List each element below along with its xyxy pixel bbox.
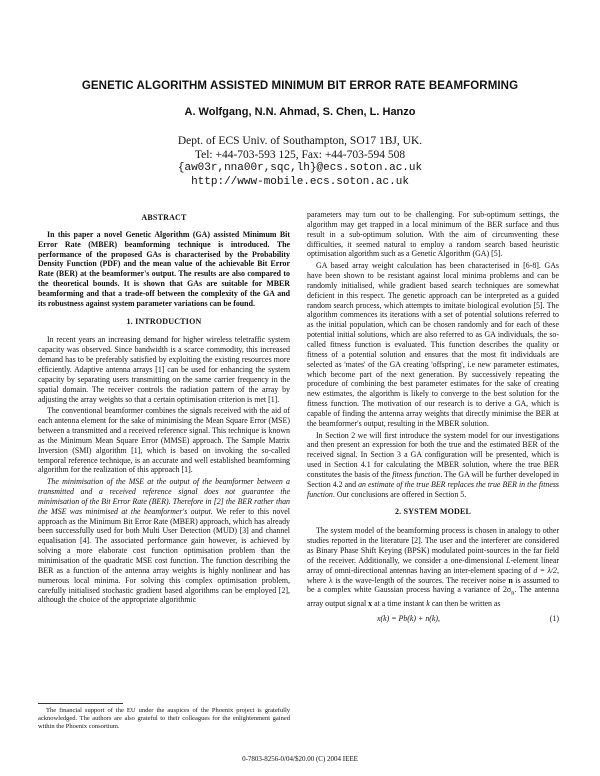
affiliation: Dept. of ECS Univ. of Southampton, SO17 1BJ, UK.: [177, 135, 423, 147]
p3-var-x: x: [368, 598, 373, 608]
p3-var-n: n: [508, 575, 513, 585]
footnote-rule: [38, 703, 123, 704]
paper-title: GENETIC ALGORITHM ASSISTED MINIMUM BIT ERROR RATE BEAMFORMING: [81, 80, 519, 92]
tel-fax: Tel: +44-703-593 125, Fax: +44-703-594 508: [194, 148, 406, 161]
email-addresses: {aw03r,nna00r,sqc,lh}@ecs.soton.ac.uk: [177, 162, 423, 174]
p3-text-c: -element linear array of omni-directional antennas having an inter-element spacing of: [307, 555, 559, 575]
p2-italic-d: an estimate of the true BER replaces the true BER in the fitness function: [307, 479, 560, 499]
right-paragraph-0: parameters may turn out to be challenging. For sub-optimum settings, the algorithm may get trapped in a local minimum of the BER surface and thus result in a sub-optimum solution. With the aim of circumventing these difficulties, it seemed natural to employ a random search based heuristic optimisation algorithm such as a Genetic Algorithm (GA) [5].: [307, 210, 559, 259]
affiliation-block: [0, 135, 600, 189]
page-footer: 0-7803-8256-0/04/$20.00 (C) 2004 IEEE: [242, 755, 358, 763]
p3-text-e: , where λ is the wave-length of the sources. The receiver noise: [307, 565, 559, 585]
authors: A. Wolfgang, N.N. Ahmad, S. Chen, L. Hanzo: [184, 106, 416, 118]
p2-text-e: . Our conclusions are offered in Section 5.: [332, 489, 467, 499]
intro-p3-italic: The minimisation of the MSE at the output of the beamformer between a transmitted and a received reference signal does not guarantee the minimisation of the Bit Error Rate (BER). Therefore in [2] the BER rather than the MSE was minimised at the beamformer's output.: [38, 477, 290, 516]
section-1-heading: 1. INTRODUCTION: [126, 316, 202, 326]
abstract-text: In this paper a novel Genetic Algorithm (GA) assisted Minimum Bit Error Rate (MBER) beamforming technique is introduced. The performance of the proposed GAs is characterised by the Probability Density Function (PDF) and the mean value of the achievable Bit Error Rate (BER) at the beamformer's output. The results are also compared to the theoretical bounds. It is shown that GAs are suitable for MBER beamforming and that a trade-off between the complexity of the GA and its robustness against system parameter variations can be found.: [38, 229, 290, 308]
intro-paragraph-2: The conventional beamformer combines the signals received with the aid of each antenna element for the sake of minimising the Mean Square Error (MSE) between a transmitted and a received reference signal. This technique is known as the Minimum Mean Square Error (MMSE) approach. The Sample Matrix Inversion (SMI) algorithm [1], which is based on invoking the so-called temporal reference technique, is an accurate and well established beamforming algorithm for the realization of this approach [1].: [38, 406, 290, 475]
equation-1-number: (1): [549, 613, 559, 623]
p3-text-i: . The antenna array output signal: [307, 585, 559, 608]
intro-paragraph-1: In recent years an increasing demand for higher wireless teletraffic system capacity was observed. Since bandwidth is a scarce commodity, this increased demand has to be preferably satisfied by exploiting the existing resources more efficiently. Adaptive antenna arrays [1] can be used for enhancing the system capacity by separating users transmitting on the same carrier frequency in the spatial domain. The receiver controls the radiation pattern of the array by adjusting the array weights so that a certain optimisation criterion is met [1].: [38, 335, 290, 404]
p3-text-k: at a time instant: [372, 598, 427, 608]
footnote-text: The financial support of the EU under the auspices of the Phoenix project is gratefully acknowledged. The authors are also grateful to their colleagues for the enlightenment gained within the Phoenix consortium.: [38, 707, 290, 731]
abstract-heading: ABSTRACT: [141, 213, 187, 222]
intro-paragraph-3: [38, 477, 290, 605]
equation-1: [307, 614, 559, 624]
right-paragraph-1: GA based array weight calculation has been characterised in [6-8]. GAs have been shown to be resistant against local minima problems and can be randomly initialised, while gradient based search techniques are somewhat deficient in this respect. The genetic approach can be interpreted as a guided random search process, which attempts to imitate biological evolution [5]. The algorithm commences its iterations with a set of potential solutions referred to as the initial population, which can be chosen randomly and for each of these potential initial solutions, which are also referred to as GA individuals, the so-called fitness function is evaluated. This function describes the quality or fitness of a potential solution and ensures that the most fit individuals are selected as 'mates' of the GA creating 'offspring', i.e new parameter estimates, which become part of the next generation. By successively repeating the procedure of combining the best parameter estimates for the sake of creating new estimates, the algorithm is likely to converge to the best solution for the fitness function. The motivation of our research is to derive a GA, which is capable of finding the antenna array weights that directly minimise the BER at the beamformer's output, resulting in the MBER solution.: [307, 261, 559, 428]
p2-italic-b: fitness function: [392, 469, 441, 479]
equation-1-body: x(k) = Pb(k) + n(k),: [377, 613, 440, 623]
p3-text-m: can then be written as: [429, 598, 501, 608]
p3-var-k: k: [426, 598, 430, 608]
p3-spacing-formula: d = λ/2: [533, 565, 558, 575]
p3-subscript-n: n: [511, 589, 515, 597]
right-column: [307, 210, 559, 623]
p2-text-c: . The GA will be further developed in Section 4.2 and: [307, 469, 560, 489]
footnote: [38, 707, 290, 732]
intro-p3-rest: We refer to this novel approach as the Minimum Bit Error Rate (MBER) approach, which has already been successfully used for both Multi User Detection (MUD) [3] and channel equalisation [4]. The associated performance gain however, is achieved by solving a more elaborate cost function optimisation problem than the minimisation of the quadratic MSE cost function. The function describing the BER as a function of the antenna array weights is highly nonlinear and has numerous local minima. For solving this complex optimisation problem, carefully initialised stochastic gradient based algorithms can be employed [2], although the choice of the appropriate algorithmic: [38, 506, 290, 605]
p3-var-L: L: [506, 555, 511, 565]
website-url: http://www-mobile.ecs.soton.ac.uk: [191, 175, 409, 188]
p2-text-a: In Section 2 we will first introduce the system model for our investigations and then present an expression for both the true and the estimated BER of the received signal. In Section 3 a GA configuration will be presented, which is used in Section 4.1 for calculating the MBER solution, where the true BER constitutes the basis of the: [307, 430, 559, 479]
left-column: [38, 213, 290, 607]
p3-text-a: The system model of the beamforming process is chosen in analogy to other studies reported in the literature [2]. The user and the interferer are considered as Binary Phase Shift Keying (BPSK) modulated point-sources in the far field of the receiver. Additionally, we consider a one-dimensional: [307, 526, 559, 565]
right-paragraph-2: [307, 431, 559, 500]
system-model-paragraph: [307, 526, 559, 608]
section-2-heading: 2. SYSTEM MODEL: [394, 507, 472, 517]
p3-text-g: is assumed to be a complex white Gaussian process having a variance of 2σ: [307, 575, 560, 595]
